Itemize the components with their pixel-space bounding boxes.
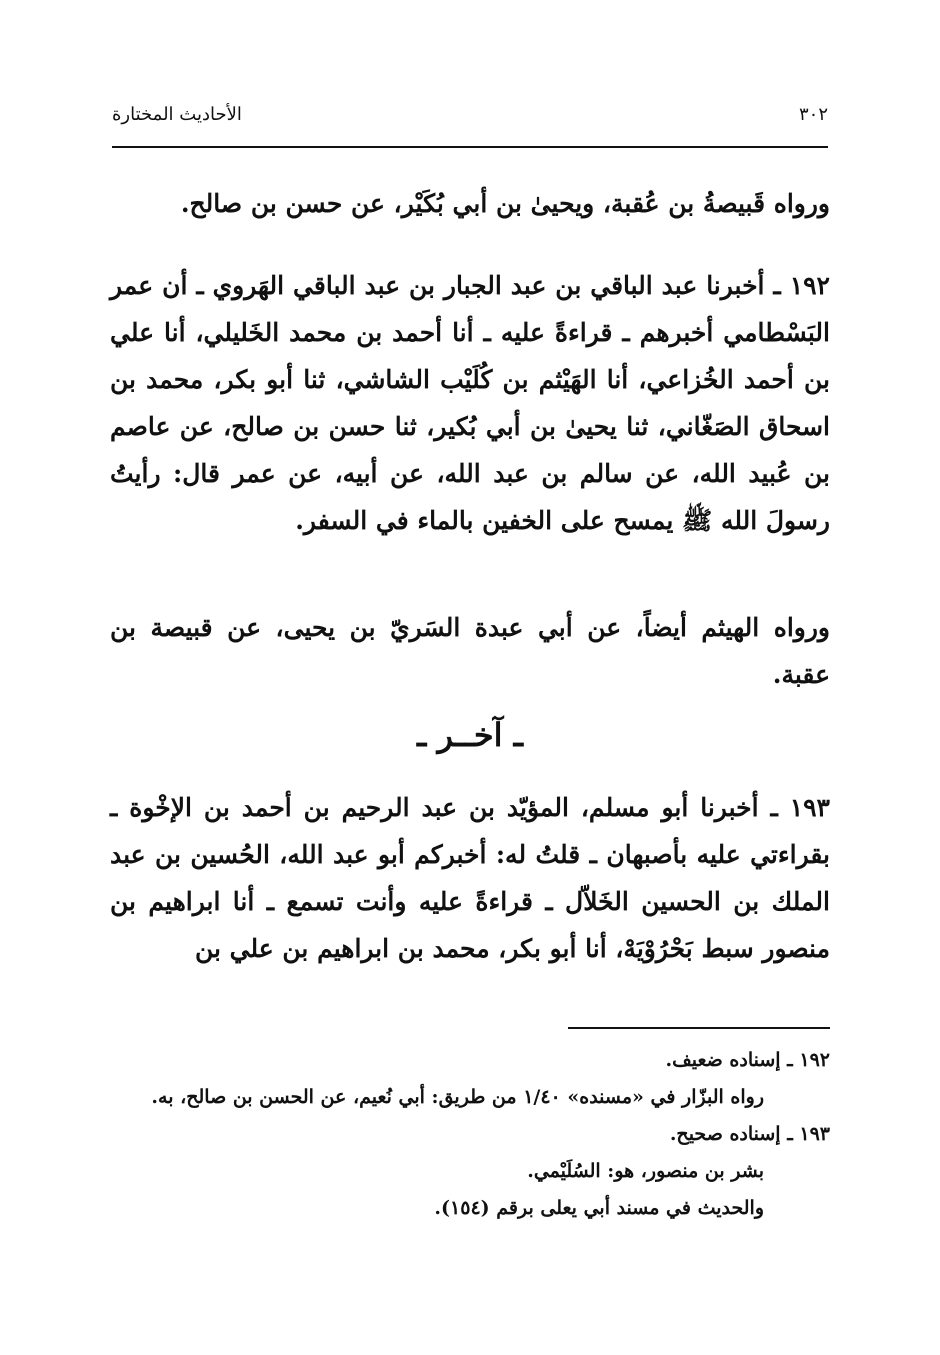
paragraph-riwaya-2: ورواه الهيثم أيضاً، عن أبي عبدة السَريّ بن يحيى، عن قبيصة بن عقبة. <box>110 613 830 689</box>
hadith-193: ١٩٣ ـ أخبرنا أبو مسلم، المؤيّد بن عبد الرحيم بن أحمد بن الإخْوة ـ بقراءتي عليه بأصبهان ـ قلتُ له: أخبركم أبو عبد الله، الحُسين بن عبد الملك بن الحسين الخَلاّل ـ قراءةً عليه وأنت تسمع ـ أنا ابراهيم بن منصور سبط بَحْرُوْيَهْ، أنا أبو بكر، محمد بن ابراهيم بن علي بن <box>110 793 830 963</box>
book-title: الأحاديث المختارة <box>112 103 242 125</box>
footnotes <box>110 1042 830 1227</box>
footnote-192 <box>110 1042 830 1116</box>
footnote-line: بشر بن منصور، هو: السُلَيْمي. <box>527 1160 764 1182</box>
paragraph-riwaya-1: ورواه قَبيصةُ بن عُقبة، ويحيىٰ بن أبي بُكَيْر، عن حسن بن صالح. <box>180 189 830 218</box>
footnote-rule <box>568 1027 830 1029</box>
header-rule <box>112 146 828 148</box>
section-title: ـ آخــر ـ <box>416 716 524 754</box>
running-header <box>112 96 828 132</box>
page-number: ٣٠٢ <box>798 103 828 125</box>
footnote-line: والحديث في مسند أبي يعلى برقم (١٥٤). <box>434 1197 764 1219</box>
footnote-heading: ١٩٢ ـ إسناده ضعيف. <box>665 1049 830 1071</box>
footnote-heading: ١٩٣ ـ إسناده صحيح. <box>669 1123 830 1145</box>
hadith-192: ١٩٢ ـ أخبرنا عبد الباقي بن عبد الجبار بن عبد الباقي الهَروي ـ أن عمر البَسْطامي أخبرهم ـ قراءةً عليه ـ أنا أحمد بن محمد الخَليلي، أنا علي بن أحمد الخُزاعي، أنا الهَيْثم بن كُلَيْب الشاشي، ثنا أبو بكر، محمد بن اسحاق الصَغّاني، ثنا يحيىٰ بن أبي بُكير، ثنا حسن بن صالح، عن عاصم بن عُبيد الله، عن سالم بن عبد الله، عن أبيه، عن عمر قال: رأيتُ رسولَ الله ﷺ يمسح على الخفين بالماء في السفر. <box>110 271 830 535</box>
footnote-line: رواه البزّار في «مسنده» ١/٤٠ من طريق: أبي نُعيم، عن الحسن بن صالح، به. <box>151 1086 764 1108</box>
footnote-193 <box>110 1116 830 1227</box>
